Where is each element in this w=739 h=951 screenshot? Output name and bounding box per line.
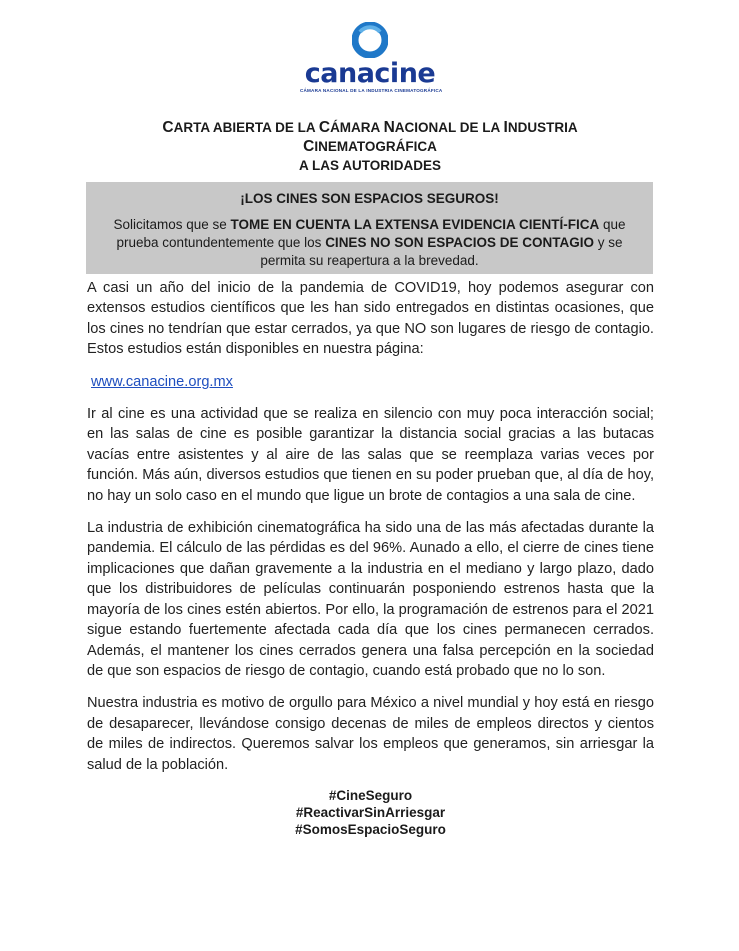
letter-body — [87, 278, 654, 838]
title-line-2: CINEMATOGRÁFICA — [303, 138, 437, 155]
logo-subtitle: CÁMARA NACIONAL DE LA INDUSTRIA CINEMATOGRÁFICA — [300, 88, 443, 93]
website-link[interactable]: www.canacine.org.mx — [91, 373, 233, 390]
paragraph-2: Ir al cine es una actividad que se realiza en silencio con muy poca interacción social; en las salas de cine es posible garantizar la distancia social gracias a las butacas vacías entre asistentes y al aire de las salas que se reemplaza varias veces por función. Más aún, diversos estudios que tienen en su poder prueban que, al día de hoy, no hay un solo caso en el mundo que ligue un brote de contagios a una sala de cine. — [87, 406, 654, 504]
paragraph-4: Nuestra industria es motivo de orgullo para México a nivel mundial y hoy está en riesgo de desaparecer, llevándose consigo decenas de miles de empleos directos y cientos de miles de indirectos. Queremos salvar los empleos que generamos, sin arriesgar la salud de la población. — [87, 695, 654, 773]
title-line-3: A LAS AUTORIDADES — [298, 158, 441, 173]
hashtag: #SomosEspacioSeguro — [295, 821, 446, 837]
paragraph-1: A casi un año del inicio de la pandemia de COVID19, hoy podemos asegurar con extensos estudios científicos que les han sido entregados en distintas ocasiones, que los cines no tendrían que estar cerrados, ya que NO son lugares de riesgo de contagio. Estos estudios están disponibles en nuestra página: — [87, 280, 654, 358]
letter-title — [100, 118, 640, 175]
banner-headline: ¡LOS CINES SON ESPACIOS SEGUROS! — [240, 191, 499, 206]
hashtag: #CineSeguro — [328, 787, 413, 803]
paragraph-3: La industria de exhibición cinematográfica ha sido una de las más afectadas durante la pandemia. El cálculo de las pérdidas es del 96%. Aunado a ello, el cierre de cines tiene implicaciones que dañan gravemente a la industria en el mediano y largo plazo, dado que los distribuidores de películas continuarán posponiendo estrenos hasta que la mayoría de los cines estén abiertos. Por ello, la programación de estrenos para el 2021 sigue estando fuertemente afectada cada día que los cines permanecen cerrados. Además, el mantener los cines cerrados genera una falsa percepción en la sociedad de que son espacios de riesgo de contagio, cuando está probado que no lo son. — [87, 520, 654, 679]
canacine-ring-icon — [352, 22, 388, 58]
hashtag: #ReactivarSinArriesgar — [295, 804, 446, 820]
title-line-1: CARTA ABIERTA DE LA CÁMARA NACIONAL DE LA INDUSTRIA — [162, 119, 578, 136]
highlight-banner — [86, 182, 653, 274]
logo-name: canacine — [304, 58, 436, 89]
banner-text: Solicitamos que se TOME EN CUENTA LA EXTENSA EVIDENCIA CIENTÍ-FICA que prueba contundentemente que los CINES NO SON ESPACIOS DE CONTAGIO y se permita su reapertura a la brevedad. — [113, 217, 626, 268]
hashtags — [87, 787, 654, 838]
canacine-logo — [300, 22, 443, 93]
